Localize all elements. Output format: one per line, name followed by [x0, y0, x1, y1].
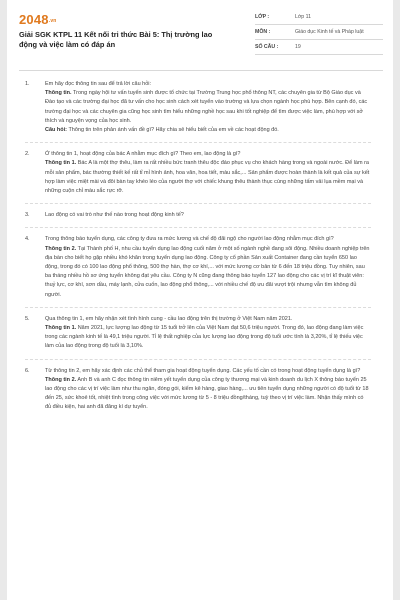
logo-main: 2048 — [19, 12, 49, 27]
meta-label: SỐ CÂU : — [255, 44, 279, 50]
ask-text: Thông tin trên phản ánh vấn đề gì? Hãy chia sẻ hiểu biết của em về các hoạt động đó. — [68, 127, 279, 134]
logo-sub: .vn — [48, 18, 57, 24]
meta-row-subject — [255, 25, 383, 40]
question-prompt: Trong thông báo tuyển dụng, các công ty đưa ra mức lương và chế độ đãi ngộ cho người lao động nhằm mục đích gì? — [45, 236, 334, 243]
info-paragraph — [45, 324, 371, 352]
info-text: Anh B và anh C đọc thông tin niêm yết tuyển dụng của công ty thương mại và kinh doanh du lịch X thông báo tuyển 25 lao động cho các vị trí việc làm như thu ngân, đóng gói, kiểm kê hàng, giao hàng,... ưu tiên tuyển dụng những người có độ tuổi từ 18 đến 25, sức khoẻ tốt, nhiệt tình trong công việc với mức lương từ 5 - 8 triệu đồng/tháng, tuỳ theo vị trí việc làm. Nhận thấy mình có đủ điều kiện, hai anh đã đăng kí dự tuyển. — [45, 376, 369, 411]
info-text: Bác A là một thợ thêu, làm ra rất nhiều bức tranh thêu độc đáo phục vụ cho khách hàng trong và ngoài nước. Để làm ra mỗi sản phẩm, bác thường thiết kế rất tỉ mỉ hình ảnh, hoa văn, hoa tiết, màu sắc,... Sản phẩm được hoàn thành là kết quả của sự kết hợp làm việc miệt mài và đôi bàn tay khéo léo của người thợ với chiếc khung thêu thành thục cùng những tấm vải lụa mềm mại và những cuộn chỉ màu sắc rực rỡ. — [45, 160, 370, 195]
meta-label: MÔN : — [255, 29, 271, 35]
document-title: Giải SGK KTPL 11 Kết nối tri thức Bài 5: Thị trường lao động và việc làm có đáp án — [19, 30, 213, 49]
info-label: Thông tin 2. — [45, 245, 77, 252]
question-prompt: Ở thông tin 1, hoạt động của bác A nhằm mục đích gì? Theo em, lao động là gì? — [45, 151, 241, 158]
question-item — [7, 367, 393, 413]
info-label: Thông tin 1. — [45, 325, 77, 332]
question-number: 6. — [25, 367, 30, 374]
document-meta — [255, 10, 383, 55]
question-list — [7, 80, 393, 413]
question-item — [7, 235, 393, 299]
question-prompt: Qua thông tin 1, em hãy nhận xét tình hình cung - cầu lao động trên thị trường ở Việt Nam năm 2021. — [45, 315, 293, 322]
header-divider — [19, 70, 383, 71]
ask-paragraph — [45, 126, 371, 135]
info-text: Tại Thành phố H, nhu cầu tuyển dụng lao động cuối năm ở một số ngành nghề đang sôi động. Nhiều doanh nghiệp trên địa bàn cho biết họ gặp nhiều khó khăn trong tuyển dụng lao động. Công ty cổ phần Sản xuất Container đang cần tuyển 650 lao động, trong đó có 100 lao động phổ thông, 500 thợ hàn, thợ cơ khí,... với mức lương cơ bản từ 6 đến 18 triệu đồng. Tuy nhiên, sau ba tháng nhiều hồ sơ ứng tuyển không đạt yêu cầu. Công ty N cũng đang thông báo tuyển 127 lao động cho các vị trí kĩ thuật viên: thuỷ lực, cơ khí, sơn dầu, máy lạnh, cửa cuốn, lao động phổ thông,... với nhiều chế độ ưu đãi vượt trội nhưng vẫn tìm không đủ người. — [45, 245, 370, 298]
question-item — [7, 315, 393, 352]
ask-label: Câu hỏi: — [45, 127, 67, 134]
question-separator — [25, 227, 371, 228]
question-number: 1. — [25, 81, 30, 87]
question-item — [7, 80, 393, 135]
question-number: 4. — [25, 236, 30, 243]
site-logo[interactable] — [19, 12, 57, 27]
question-number: 5. — [25, 315, 30, 322]
question-prompt: Lao động có vai trò như thế nào trong hoạt động kinh tế? — [45, 212, 184, 219]
question-separator — [25, 142, 371, 143]
meta-row-class — [255, 10, 383, 25]
info-paragraph — [45, 89, 371, 126]
question-number: 2. — [25, 151, 30, 158]
meta-value: Giáo dục Kinh tế và Pháp luật — [295, 29, 364, 35]
question-separator — [25, 203, 371, 204]
meta-label: LỚP : — [255, 14, 270, 20]
question-item — [7, 211, 393, 220]
info-paragraph — [45, 159, 371, 196]
question-separator — [25, 359, 371, 360]
info-label: Thông tin 1. — [45, 160, 77, 167]
question-separator — [25, 307, 371, 308]
document-header — [7, 0, 393, 66]
meta-row-count — [255, 40, 383, 55]
info-paragraph — [45, 245, 371, 300]
info-label: Thông tin. — [45, 90, 72, 97]
document-page — [7, 0, 393, 600]
info-text: Trong ngày hội tư vấn tuyển sinh được tổ chức tại Trường Trung học phổ thông NT, các chuyên gia từ Bộ Giáo dục và Đào tạo và các trường đại học đã tư vấn cho học sinh cách xét tuyển vào trường và lựa chọn ngành học phù hợp. Bên cạnh đó, các trường đại học và các chuyên gia cũng học sinh tìm hiểu những nghề học sau khi tốt nghiệp để tìm được việc làm, phù hợp với sở thích và nguyện vọng của học sinh. — [45, 90, 368, 124]
info-text: Năm 2021, lực lượng lao động từ 15 tuổi trở lên của Việt Nam đạt 50,6 triệu người. Trong đó, lao động đang làm việc trong các ngành kinh tế là 49,1 triệu người. Tỉ lệ thất nghiệp của lực lượng lao động trong độ tuổi ước tính là 3,20%, tỉ lệ thiếu việc làm của lao động trong độ tuổi là 3,10%. — [45, 325, 364, 350]
question-item — [7, 150, 393, 196]
question-number: 3. — [25, 212, 30, 219]
question-prompt: Từ thông tin 2, em hãy xác định các chủ thể tham gia hoạt động tuyển dụng. Các yếu tố cần có trong hoạt động tuyển dụng là gì? — [45, 367, 361, 374]
meta-value: 19 — [295, 44, 301, 50]
info-paragraph — [45, 376, 371, 413]
info-label: Thông tin 2. — [45, 376, 77, 383]
meta-value: Lớp 11 — [295, 14, 311, 20]
question-prompt: Em hãy đọc thông tin sau để trả lời câu hỏi: — [45, 81, 152, 87]
